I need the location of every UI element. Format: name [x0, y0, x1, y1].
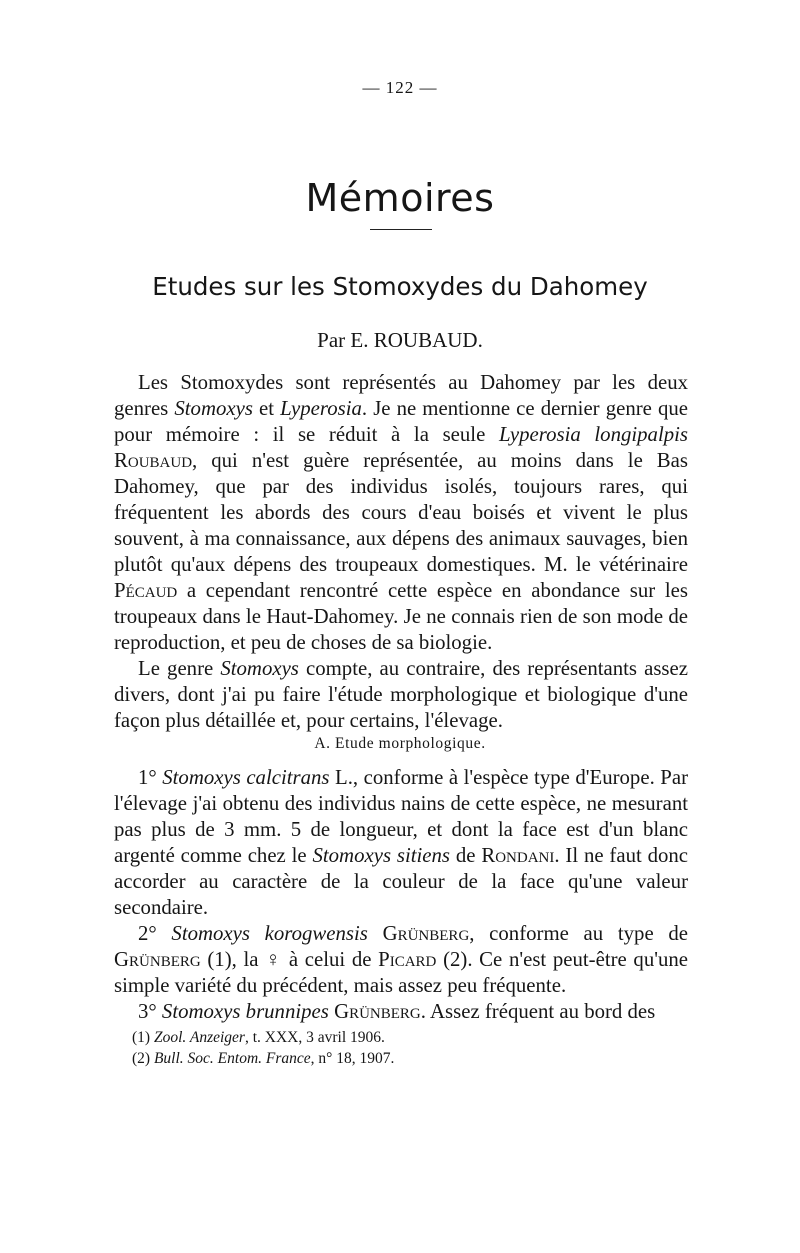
taxon-name: Stomoxys — [174, 397, 253, 420]
title-divider — [370, 229, 432, 230]
author-name: Picard — [378, 948, 437, 971]
introduction — [114, 370, 688, 734]
taxon-name: Lyperosia longipalpis — [498, 423, 689, 446]
paragraph: Les Stomoxydes sont représentés au Dahomey par les deux genres Stomoxys et Lyperosia. Je ne mentionne ce dernier genre que pour mémoire : il se réduit à la seule Lyperosia longipalpis Roubaud, qui n'est guère représentée, au moins dans le Bas Dahomey, que par des individus isolés, toujours rares, qui fréquentent les abords des cours d'eau boisés et vivent le plus souvent, à ma connaissance, aux dépens des animaux sauvages, bien plutôt qu'aux dépens des troupeaux domestiques. M. le vétérinaire Pécaud a cependant rencontré cette espèce en abondance sur les troupeaux dans le Haut-Dahomey. Je ne connais rien de son mode de reproduction, et peu de choses de sa biologie. — [114, 371, 689, 654]
section-subheading: A. Etude morphologique. — [314, 735, 486, 752]
author-name: Pécaud — [114, 579, 178, 602]
footnotes — [132, 1027, 692, 1069]
taxon-name: Lyperosia — [280, 397, 362, 420]
author-name: Grünberg — [114, 948, 201, 971]
footnote: (1) Zool. Anzeiger, t. XXX, 3 avril 1906. — [132, 1029, 385, 1046]
footnote: (2) Bull. Soc. Entom. France, n° 18, 1907. — [132, 1050, 395, 1067]
page-number: — 122 — — [362, 78, 438, 97]
species-list — [114, 765, 688, 1025]
taxon-name: Stomoxys sitiens — [312, 844, 451, 867]
species-item: 3° Stomoxys brunnipes Grünberg. Assez fréquent au bord des — [138, 1000, 656, 1023]
paragraph: Le genre Stomoxys compte, au contraire, des représentants assez divers, dont j'ai pu faire l'étude morphologique et biologique d'une façon plus détaillée et, pour certains, l'élevage. — [114, 657, 688, 732]
species-item: 2° Stomoxys korogwensis Grünberg, conforme au type de Grünberg (1), la ♀ à celui de Picard (2). Ce n'est peut-être qu'une simple variété du précédent, mais assez peu fréquente. — [114, 922, 688, 997]
taxon-name: Stomoxys calcitrans — [162, 766, 330, 789]
author-byline: Par E. ROUBAUD. — [317, 328, 483, 352]
taxon-name: Stomoxys — [220, 657, 299, 680]
author-name: Roubaud — [114, 449, 193, 472]
article-title: Etudes sur les Stomoxydes du Dahomey — [152, 272, 648, 301]
author-name: Rondani — [481, 844, 555, 867]
author-name: Grünberg — [382, 922, 470, 945]
author-name: Grünberg — [334, 1000, 421, 1023]
section-title: Mémoires — [305, 176, 495, 220]
taxon-name: Stomoxys korogwensis — [171, 922, 368, 945]
taxon-name: Stomoxys brunnipes — [161, 1000, 329, 1023]
species-item: 1° Stomoxys calcitrans L., conforme à l'espèce type d'Europe. Par l'élevage j'ai obtenu des individus nains de cette espèce, ne mesurant pas plus de 3 mm. 5 de longueur, et dont la face est d'un blanc argenté comme chez le Stomoxys sitiens de Rondani. Il ne faut donc accorder au caractère de la couleur de la face qu'une valeur secondaire. — [114, 766, 689, 919]
